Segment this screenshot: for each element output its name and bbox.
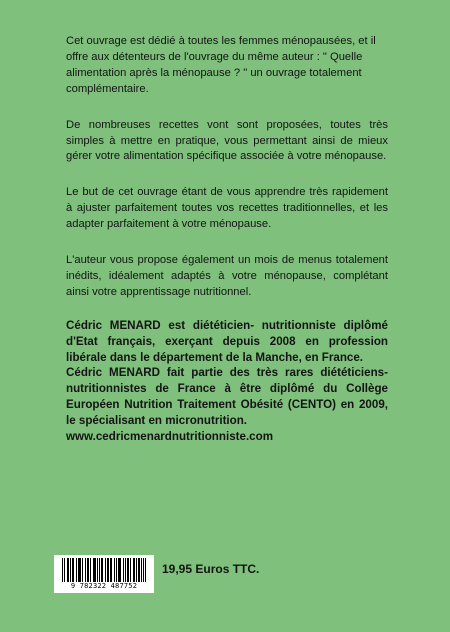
description-paragraph-4: L'auteur vous propose également un mois de menus totalement inédits, idéalement adaptés à votre ménopause, complétant ainsi votre apprentissage nutritionnel. (66, 254, 388, 298)
barcode-bar (127, 558, 128, 582)
description-paragraph-2: De nombreuses recettes vont sont proposées, toutes très simples à mettre en pratique, vous permettant ainsi de mieux gérer votre alimentation spécifique associée à votre ménopause. (66, 118, 388, 163)
barcode-bar (93, 558, 94, 582)
author-website: www.cedricmenardnutritionniste.com (66, 429, 274, 443)
barcode-bar (80, 558, 81, 582)
barcode-bar (72, 558, 73, 582)
barcode-bar (134, 558, 135, 582)
author-bio-paragraph-2: Cédric MENARD fait partie des très rares diététiciens-nutritionnistes de France à être diplômé du Collège Européen Nutrition Traitement Obésité (CENTO) en 2009, le spécialisant en micronutrition. (66, 366, 388, 427)
barcode-bar (70, 558, 71, 582)
price-label: 19,95 Euros TTC. (162, 562, 260, 576)
description-block (66, 34, 388, 321)
barcode-bar (120, 558, 121, 582)
barcode-bar (73, 558, 74, 582)
barcode-bar (68, 558, 69, 582)
barcode-bar (62, 558, 63, 582)
barcode-bar (125, 558, 126, 582)
barcode-bar (102, 558, 103, 582)
barcode-bar (87, 558, 88, 582)
barcode-bar (99, 558, 100, 582)
barcode-bar (101, 558, 102, 582)
barcode-bars (62, 558, 146, 582)
barcode-bar (123, 558, 124, 582)
barcode-bar (82, 558, 83, 582)
barcode-bar (111, 558, 112, 582)
barcode-bar (94, 558, 95, 582)
barcode-bar (114, 558, 115, 582)
barcode-bar (116, 558, 117, 582)
description-paragraph-1: Cet ouvrage est dédié à toutes les femmes ménopausées, et il offre aux détenteurs de l'ouvrage du même auteur : " Quelle alimentation après la ménopause ? " un ouvrage totalement complémentaire. (66, 35, 376, 95)
barcode-bar (110, 558, 111, 582)
isbn-barcode (54, 555, 154, 593)
barcode-bar (76, 558, 77, 582)
barcode-bar (105, 558, 106, 582)
barcode-bar (108, 558, 109, 582)
description-paragraph-3: Le but de cet ouvrage étant de vous apprendre très rapidement à ajuster parfaitement toutes vos recettes traditionnelles, et les adapter parfaitement à votre ménopause. (66, 186, 388, 231)
barcode-bar (85, 558, 86, 582)
author-bio-block (66, 318, 388, 444)
barcode-bar (90, 558, 91, 582)
barcode-bar (107, 558, 108, 582)
barcode-bar (95, 558, 96, 582)
barcode-bar (97, 558, 98, 582)
barcode-bar (78, 558, 79, 582)
barcode-bar (118, 558, 119, 582)
barcode-bar (136, 558, 137, 582)
barcode-bar (88, 558, 89, 582)
barcode-bar (119, 558, 120, 582)
barcode-bar (128, 558, 129, 582)
barcode-bar (67, 558, 68, 582)
barcode-bar (133, 558, 134, 582)
barcode-bar (145, 558, 146, 582)
barcode-bar (138, 558, 139, 582)
barcode-bar (143, 558, 144, 582)
barcode-bar (141, 558, 142, 582)
barcode-bar (64, 558, 65, 582)
barcode-bar (139, 558, 140, 582)
barcode-bar (130, 558, 131, 582)
barcode-bar (79, 558, 80, 582)
isbn-digits: 9 782322 487752 (70, 582, 138, 590)
author-bio-paragraph-1: Cédric MENARD est diététicien- nutritionniste diplômé d'Etat français, exerçant depuis 2008 en profession libérale dans le département de la Manche, en France. (66, 319, 388, 364)
